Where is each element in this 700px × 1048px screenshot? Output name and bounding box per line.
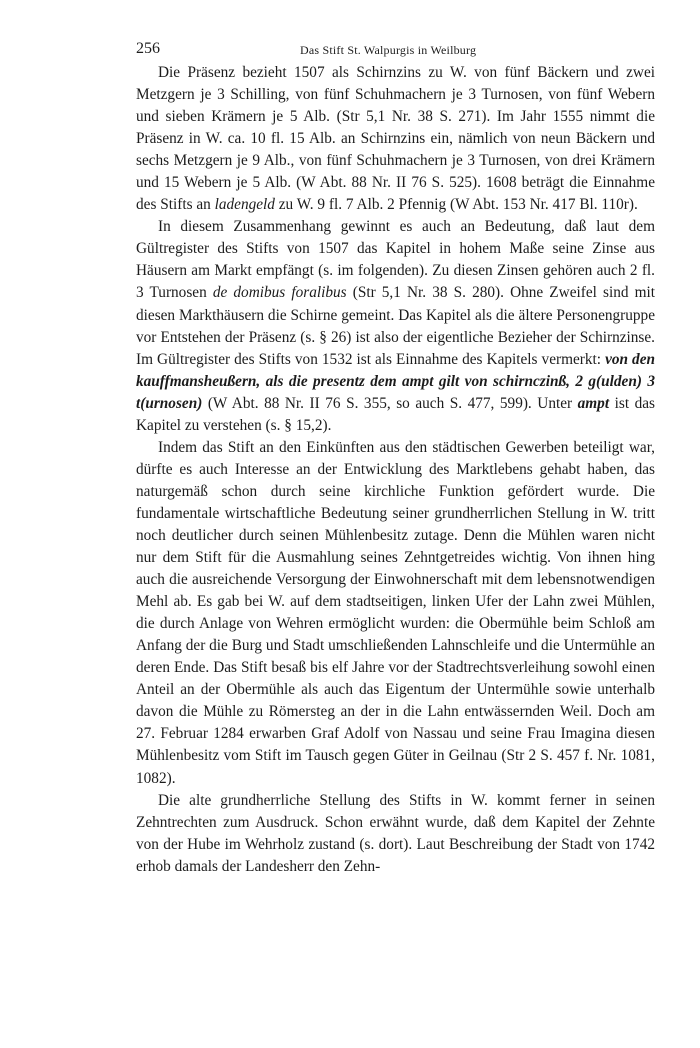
- paragraph-2-text-3: (W Abt. 88 Nr. II 76 S. 355, so auch S. 477, 599). Unter: [202, 394, 578, 412]
- paragraph-4-text-1: Die alte grundherrliche Stellung des Stifts in W. kommt ferner in seinen Zehntrechten zum Ausdruck. Schon erwähnt wurde, daß dem Kapitel der Zehnte von der Hube im Wehrholz zustand (s. dort). Laut Beschreibung der Stadt von 1742 erhob damals der Landesherr den Zehn-: [136, 791, 655, 875]
- paragraph-3-text-1: Indem das Stift an den Einkünften aus den städtischen Gewerben beteiligt war, dürfte es auch Interesse an der Entwicklung des Marktlebens gehabt haben, das naturgemäß schon durch seine kirchliche Funktion gefördert wurde. Die fundamentale wirtschaftliche Bedeutung seiner grundherrlichen Stellung in W. tritt noch deutlicher durch seinen Mühlenbesitz zutage. Denn die Mühlen waren nicht nur dem Stift für die Ausmahlung seines Zehntgetreides wichtig. Von ihnen hing auch die ausreichende Versorgung der Einwohnerschaft mit dem lebensnotwendigen Mehl ab. Es gab bei W. auf dem stadtseitigen, linken Ufer der Lahn zwei Mühlen, die durch Anlage von Wehren ermöglicht wurden: die Obermühle beim Schloß am Anfang der die Burg und Stadt umschließenden Lahnschleife und die Untermühle an deren Ende. Das Stift besaß bis elf Jahre vor der Stadtrechtsverleihung sowohl einen Anteil an der Obermühle als auch das Eigentum der Untermühle sowie unterhalb davon die Mühle zu Römersteg an der in die Lahn entwässernden Weil. Doch am 27. Februar 1284 erwarben Graf Adolf von Nassau und seine Frau Imagina diesen Mühlenbesitz vom Stift im Tausch gegen Güter in Geilnau (Str 2 S. 457 f. Nr. 1081, 1082).: [136, 438, 655, 787]
- paragraph-1-text-1: Die Präsenz bezieht 1507 als Schirnzins zu W. von fünf Bäckern und zwei Metzgern je 3 Schilling, von fünf Schuhmachern je 3 Turnosen, von fünf Webern und sieben Krämern je 5 Alb. (Str 5,1 Nr. 38 S. 271). Im Jahr 1555 nimmt die Präsenz in W. ca. 10 fl. 15 Alb. an Schirnzins ein, nämlich von neun Bäckern und sechs Metzgern je 9 Alb., von fünf Schuhmachern je 3 Turnosen, von drei Krämern und 15 Webern je 5 Alb. (W Abt. 88 Nr. II 76 S. 525). 1608 beträgt die Einnahme des Stifts an: [136, 64, 655, 214]
- paragraph-1-text-2: zu W. 9 fl. 7 Alb. 2 Pfennig (W Abt. 153 Nr. 417 Bl. 110r).: [274, 196, 638, 214]
- paragraph-2-italic-term: ampt: [577, 394, 610, 412]
- paragraph-1-italic-1: ladengeld: [214, 196, 275, 214]
- paragraph-2-text-4: ist das Kapitel zu verstehen (s. § 15,2).: [136, 394, 655, 434]
- running-title: Das Stift St. Walpurgis in Weilburg: [300, 43, 477, 57]
- paragraph-3: [136, 437, 655, 790]
- paragraph-2-quote: von den kauffmansheußern, als die presentz dem ampt gilt von schirnczinß, 2 g(ulden) 3 t(urnosen): [136, 350, 655, 412]
- body-text: [136, 62, 655, 878]
- paragraph-4: [136, 790, 655, 878]
- paragraph-2-text-2: (Str 5,1 Nr. 38 S. 280). Ohne Zweifel sind mit diesen Markthäusern die Schirne gemeint. Das Kapitel als die ältere Personengruppe vor Entstehen der Präsenz (s. § 26) ist also der eigentliche Bezieher der Schirnzinse. Im Gültregister des Stifts von 1532 ist als Einnahme des Kapitels vermerkt:: [136, 284, 655, 368]
- paragraph-2-italic-1: de domibus foralibus: [212, 284, 347, 302]
- paragraph-2-text-1: In diesem Zusammenhang gewinnt es auch an Bedeutung, daß laut dem Gültregister des Stifts von 1507 das Kapitel in hohem Maße seine Zinse aus Häusern am Markt empfängt (s. im folgenden). Zu diesen Zinsen gehören auch 2 fl. 3 Turnosen: [136, 218, 655, 302]
- paragraph-2: [136, 216, 655, 436]
- page-number: 256: [136, 40, 160, 57]
- paragraph-1: [136, 62, 655, 216]
